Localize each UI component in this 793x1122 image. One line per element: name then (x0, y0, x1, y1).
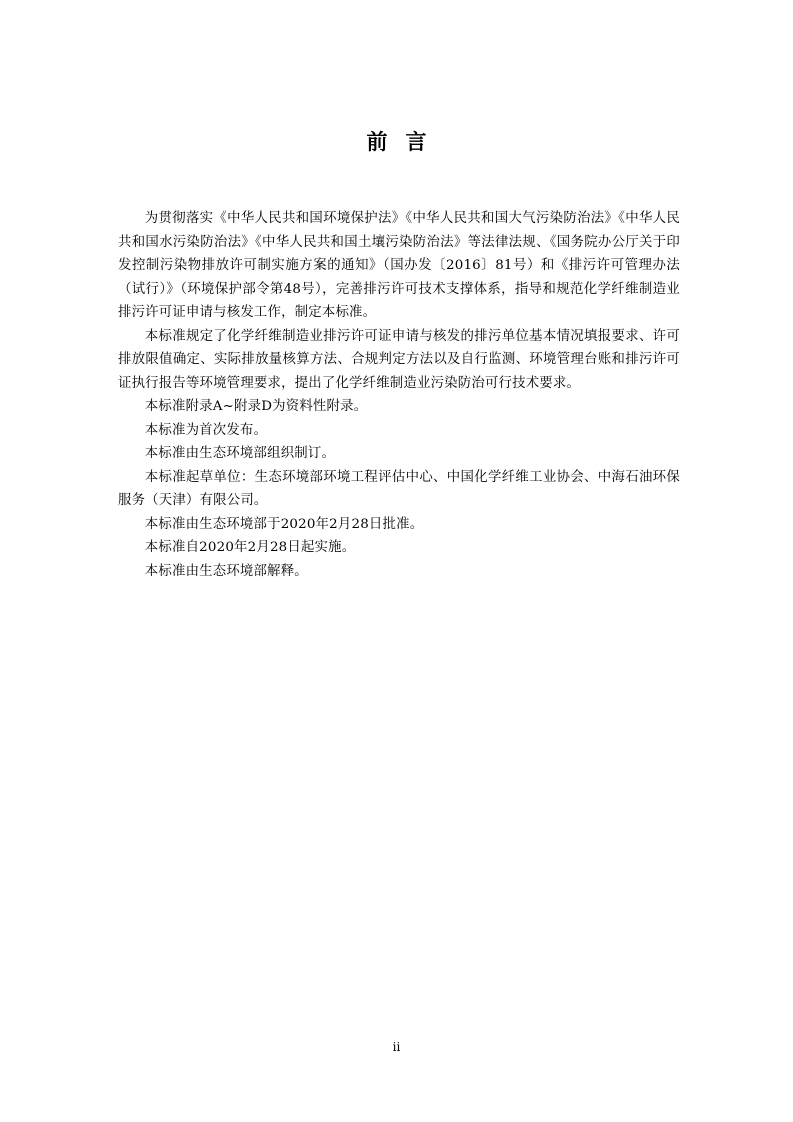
paragraph-implementation: 本标准自2020年2月28日起实施。 (144, 540, 356, 555)
page-number: ii (392, 1040, 401, 1054)
paragraph-first-release: 本标准为首次发布。 (144, 422, 268, 438)
paragraph-drafting-units: 本标准起草单位：生态环境部环境工程评估中心、中国化学纤维工业协会、中海石油环保服务（天津）有限公司。 (118, 469, 680, 508)
document-body (118, 207, 680, 583)
paragraph-interpretation: 本标准由生态环境部解释。 (144, 563, 308, 579)
paragraph-approval: 本标准由生态环境部于2020年2月28日批准。 (144, 516, 424, 532)
paragraph-scope: 本标准规定了化学纤维制造业排污许可证申请与核发的排污单位基本情况填报要求、许可排放限值确定、实际排放量核算方法、合规判定方法以及自行监测、环境管理台账和排污许可证执行报告等环境管理要求，提出了化学纤维制造业污染防治可行技术要求。 (118, 328, 680, 391)
paragraph-purpose: 为贯彻落实《中华人民共和国环境保护法》《中华人民共和国大气污染防治法》《中华人民共和国水污染防治法》《中华人民共和国土壤污染防治法》等法律法规、《国务院办公厅关于印发控制污染物排放许可制实施方案的通知》（国办发〔2016〕81号）和《排污许可管理办法（试行）》（环境保护部令第48号），完善排污许可技术支撑体系，指导和规范化学纤维制造业排污许可证申请与核发工作，制定本标准。 (118, 211, 680, 320)
paragraph-appendix: 本标准附录A~附录D为资料性附录。 (144, 399, 368, 414)
page-title: 前言 (366, 129, 445, 154)
paragraph-organizer: 本标准由生态环境部组织制订。 (144, 446, 336, 461)
